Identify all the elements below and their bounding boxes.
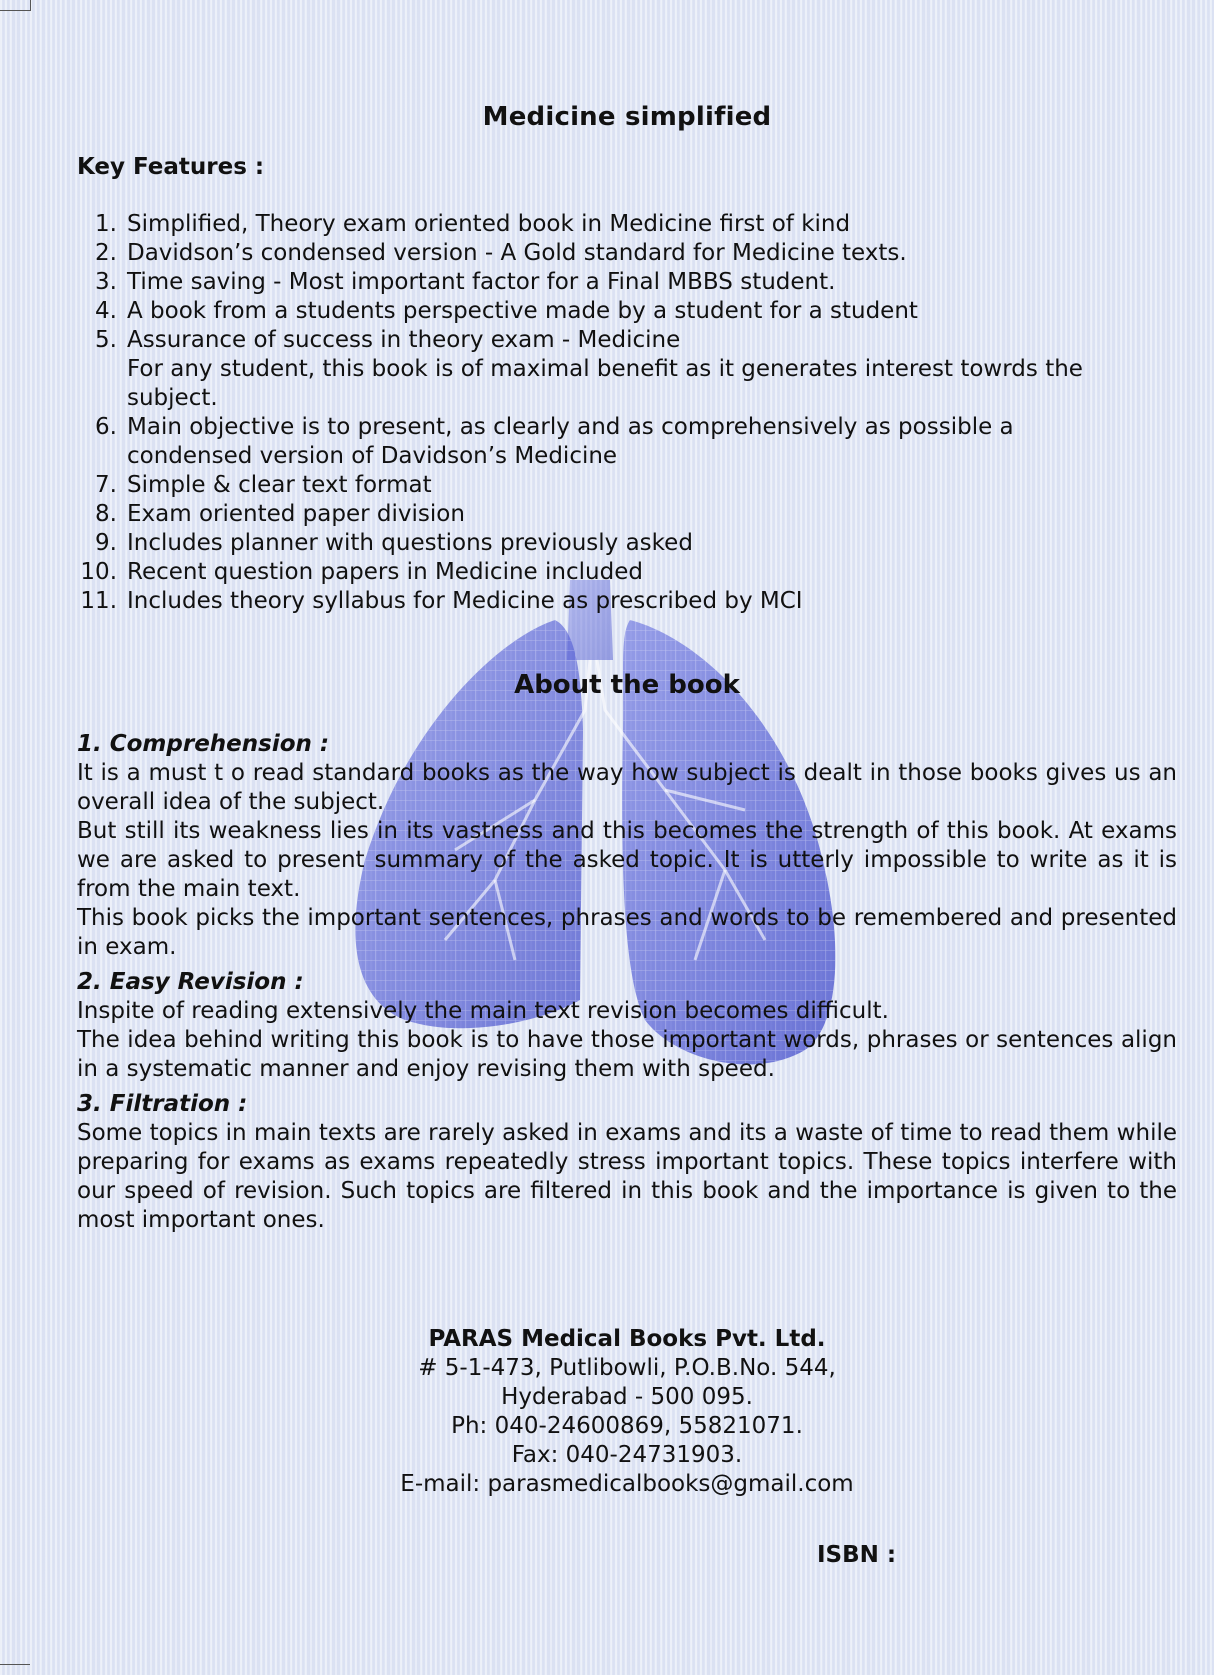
- paragraph: But still its weakness lies in its vastness and this becomes the strength of this book. At exams we are asked to present summary of the asked topic. It is utterly impossible to write as it is from the main text.: [77, 818, 1177, 902]
- publisher-phone: Ph: 040-24600869, 55821071.: [451, 1413, 803, 1439]
- list-item: [77, 239, 1177, 268]
- list-text: Simple & clear text format: [127, 472, 432, 498]
- list-number: 2.: [95, 240, 117, 266]
- list-text: Recent question papers in Medicine included: [127, 559, 643, 585]
- list-item: [77, 297, 1177, 326]
- section-heading-filtration: 3. Filtration :: [77, 1091, 248, 1117]
- list-text: Simplified, Theory exam oriented book in Medicine first of kind: [127, 211, 851, 237]
- list-item: [77, 413, 1177, 471]
- list-item: [77, 210, 1177, 239]
- book-page: [77, 96, 1177, 1499]
- list-text: Exam oriented paper division: [127, 501, 465, 527]
- about-heading: About the book: [514, 670, 740, 700]
- crop-mark-bottom-left: [0, 1664, 30, 1675]
- list-text: A book from a students perspective made by a student for a student: [127, 298, 918, 324]
- list-number: 9.: [95, 530, 117, 556]
- list-text: Davidson’s condensed version - A Gold standard for Medicine texts.: [127, 240, 907, 266]
- paragraph: Inspite of reading extensively the main text revision becomes difficult.: [77, 998, 889, 1024]
- paragraph: The idea behind writing this book is to have those important words, phrases or sentences align in a systematic manner and enjoy revising them with speed.: [77, 1027, 1177, 1082]
- publisher-address-line: Hyderabad - 500 095.: [501, 1384, 753, 1410]
- publisher-address-line: # 5-1-473, Putlibowli, P.O.B.No. 544,: [418, 1355, 836, 1381]
- publisher-block: [77, 1325, 1177, 1499]
- list-item: [77, 268, 1177, 297]
- page-title: Medicine simplified: [482, 102, 772, 132]
- list-text: Includes theory syllabus for Medicine as prescribed by MCI: [127, 588, 803, 614]
- list-item: [77, 326, 1177, 413]
- list-number: 7.: [95, 472, 117, 498]
- crop-mark-top-left: [0, 0, 31, 11]
- list-text: Main objective is to present, as clearly and as comprehensively as possible a condensed version of Davidson’s Medicine: [127, 414, 1014, 469]
- list-number: 4.: [95, 298, 117, 324]
- list-item: [77, 471, 1177, 500]
- list-text-block: [117, 326, 1177, 413]
- publisher-name: PARAS Medical Books Pvt. Ltd.: [428, 1326, 826, 1352]
- list-number: 3.: [95, 269, 117, 295]
- paragraph: It is a must t o read standard books as the way how subject is dealt in those books gives us an overall idea of the subject.: [77, 760, 1177, 815]
- section-heading-easy-revision: 2. Easy Revision :: [77, 969, 304, 995]
- list-text: Includes planner with questions previously asked: [127, 530, 693, 556]
- list-number: 5.: [95, 327, 117, 353]
- isbn-label: ISBN :: [817, 1542, 897, 1568]
- list-text: Time saving - Most important factor for a Final MBBS student.: [127, 269, 836, 295]
- key-features-heading: Key Features :: [77, 154, 265, 180]
- list-item: [77, 529, 1177, 558]
- publisher-email: E-mail: parasmedicalbooks@gmail.com: [400, 1471, 854, 1497]
- list-number: 1.: [95, 211, 117, 237]
- paragraph: This book picks the important sentences, phrases and words to be remembered and presented in exam.: [77, 905, 1177, 960]
- list-text-continued: For any student, this book is of maximal benefit as it generates interest towrds the subject.: [127, 356, 1083, 411]
- publisher-fax: Fax: 040-24731903.: [511, 1442, 743, 1468]
- list-item: [77, 500, 1177, 529]
- list-text: Assurance of success in theory exam - Medicine: [127, 327, 681, 353]
- list-item: [77, 587, 1177, 616]
- section-heading-comprehension: 1. Comprehension :: [77, 731, 330, 757]
- list-number: 10.: [80, 559, 117, 585]
- paragraph: Some topics in main texts are rarely asked in exams and its a waste of time to read them while preparing for exams as exams repeatedly stress important topics. These topics interfere with our speed of revision. Such topics are filtered in this book and the importance is given to the most important ones.: [77, 1120, 1177, 1233]
- list-item: [77, 558, 1177, 587]
- list-number: 6.: [95, 414, 117, 440]
- list-number: 11.: [80, 588, 117, 614]
- list-number: 8.: [95, 501, 117, 527]
- key-features-list: [77, 210, 1177, 616]
